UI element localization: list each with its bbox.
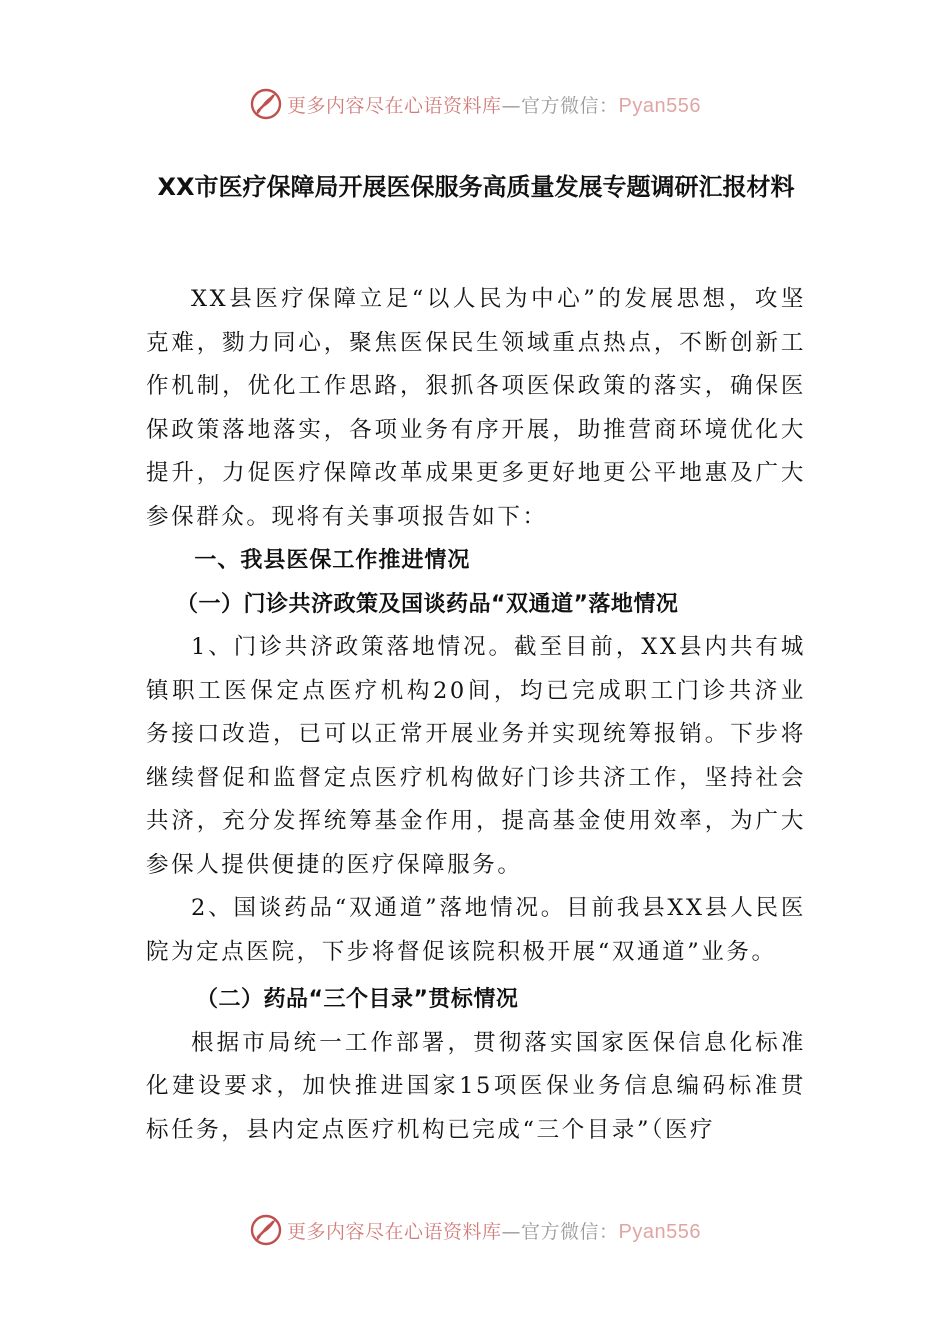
watermark-separator: — xyxy=(501,94,522,117)
intro-paragraph: XX县医疗保障立足“以人民为中心”的发展思想，攻坚克难，勠力同心，聚焦医保民生领域重点热点，不断创新工作机制，优化工作思路，狠抓各项医保政策的落实，确保医保政策落地落实，各项业务有序开展，助推营商环境优化大提升，力促医疗保障改革成果更多更好地更公平地惠及广大参保群众。现将有关事项报告如下： xyxy=(146,286,806,530)
subsection-1-paragraph-2: 2、国谈药品“双通道”落地情况。目前我县XX县人民医院为定点医院，下步将督促该院积极开展“双通道”业务。 xyxy=(146,895,806,965)
subsection-heading-1: （一）门诊共济政策及国谈药品“双通道”落地情况 xyxy=(176,591,679,617)
watermark-contact-id: Pyan556 xyxy=(618,94,701,117)
watermark-contact-id: Pyan556 xyxy=(618,1220,701,1243)
watermark-contact-label: 官方微信： xyxy=(521,94,619,117)
section-heading-1: 一、我县医保工作推进情况 xyxy=(194,548,471,573)
document-title: XX市医疗保障局开展医保服务高质量发展专题调研汇报材料 xyxy=(157,173,795,201)
subsection-2-paragraph-1: 根据市局统一工作部署，贯彻落实国家医保信息化标准化建设要求，加快推进国家15项医保业务信息编码标准贯标任务，县内定点医疗机构已完成“三个目录”（医疗 xyxy=(146,1029,806,1143)
watermark-banner-bottom xyxy=(0,1210,950,1250)
watermark-site-text: 更多内容尽在心语资料库 xyxy=(287,1220,502,1243)
watermark-site-text: 更多内容尽在心语资料库 xyxy=(287,94,502,117)
watermark-contact-label: 官方微信： xyxy=(521,1220,619,1243)
watermark-banner-top xyxy=(0,84,950,124)
quill-logo-icon xyxy=(249,1213,283,1247)
subsection-heading-2: （二）药品“三个目录”贯标情况 xyxy=(196,987,519,1012)
quill-logo-icon xyxy=(249,87,283,121)
subsection-1-paragraph-1: 1、门诊共济政策落地情况。截至目前，XX县内共有城镇职工医保定点医疗机构20间，均已完成职工门诊共济业务接口改造，已可以正常开展业务并实现统筹报销。下步将继续督促和监督定点医疗机构做好门诊共济工作，坚持社会共济，充分发挥统筹基金作用，提高基金使用效率，为广大参保人提供便捷的医疗保障服务。 xyxy=(146,634,806,878)
watermark-separator: — xyxy=(501,1220,522,1243)
document-body xyxy=(146,278,806,1152)
